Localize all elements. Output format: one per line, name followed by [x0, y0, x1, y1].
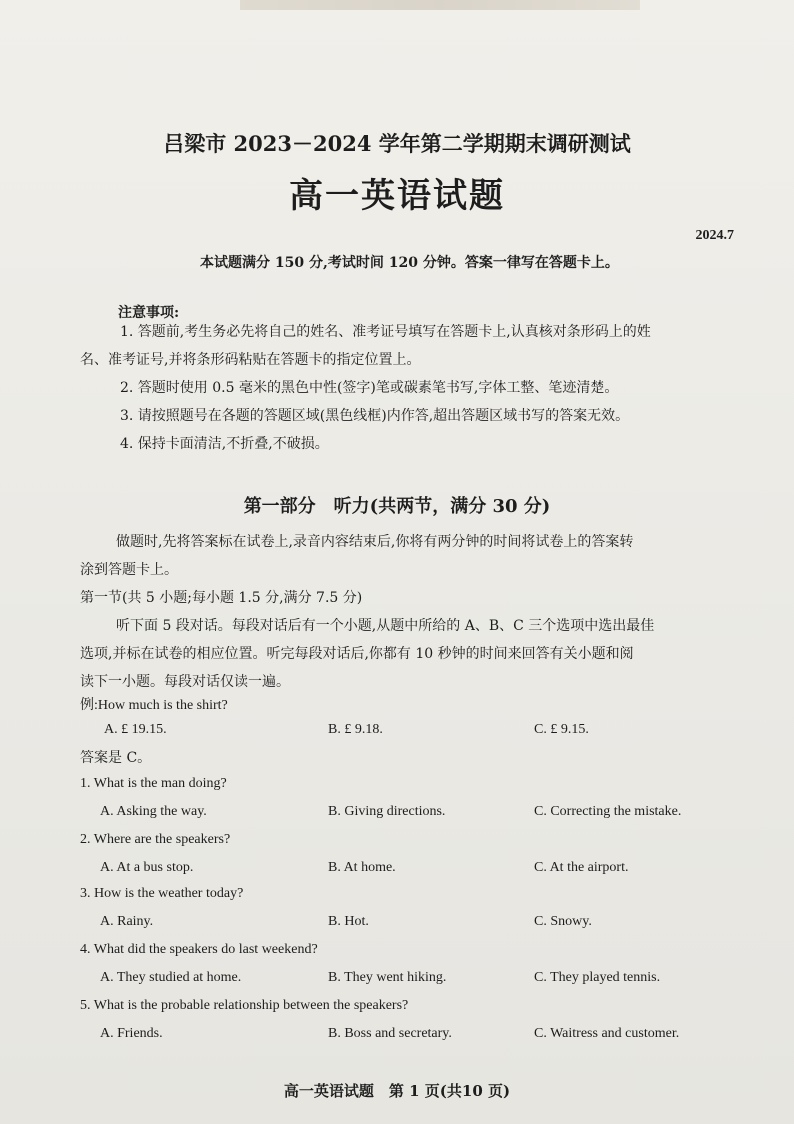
q1-option-a: A. Asking the way. — [100, 804, 207, 819]
q4-option-c: C. They played tennis. — [534, 970, 661, 985]
q1-option-c: C. Correcting the mistake. — [534, 804, 682, 819]
q5-option-a: A. Friends. — [100, 1026, 163, 1041]
q4-option-b: B. They went hiking. — [328, 970, 447, 985]
example-option-a: A. £ 19.15. — [104, 722, 167, 737]
example-question: 例:How much is the shirt? — [80, 698, 228, 713]
question-4: 4. What did the speakers do last weekend? — [80, 942, 318, 957]
section-line: 选项,并标在试卷的相应位置。听完每段对话后,你都有 10 秒钟的时间来回答有关小题和阅 — [80, 646, 634, 662]
notes-title: 注意事项: — [118, 305, 180, 321]
section-line: 听下面 5 段对话。每段对话后有一个小题,从题中所给的 A、B、C 三个选项中选出最佳 — [116, 618, 655, 634]
q3-option-b: B. Hot. — [328, 914, 369, 929]
example-option-b: B. £ 9.18. — [328, 722, 383, 737]
question-5: 5. What is the probable relationship between the speakers? — [80, 998, 409, 1013]
paper-edge-shadow — [240, 0, 640, 10]
q2-option-a: A. At a bus stop. — [100, 860, 194, 875]
section-line: 读下一小题。每段对话仅读一遍。 — [80, 674, 290, 690]
exam-subject: 高一英语试题 — [289, 176, 505, 216]
instruction-line: 做题时,先将答案标在试卷上,录音内容结束后,你将有两分钟的时间将试卷上的答案转 — [116, 534, 634, 550]
exam-intro: 本试题满分 150 分,考试时间 120 分钟。答案一律写在答题卡上。 — [200, 255, 619, 271]
section-title: 第一节(共 5 小题;每小题 1.5 分,满分 7.5 分) — [80, 590, 363, 606]
question-3: 3. How is the weather today? — [80, 886, 244, 901]
q2-option-c: C. At the airport. — [534, 860, 629, 875]
question-1: 1. What is the man doing? — [80, 776, 227, 791]
q3-option-a: A. Rainy. — [100, 914, 154, 929]
notes-list — [80, 318, 740, 458]
q1-option-b: B. Giving directions. — [328, 804, 446, 819]
page-footer: 高一英语试题 第 1 页(共10 页) — [283, 1082, 511, 1100]
q5-option-c: C. Waitress and customer. — [534, 1026, 680, 1041]
exam-date: 2024.7 — [695, 228, 734, 243]
q2-option-b: B. At home. — [328, 860, 396, 875]
note-item: 4. 保持卡面清洁,不折叠,不破损。 — [120, 436, 329, 452]
instruction-line: 涂到答题卡上。 — [80, 562, 178, 578]
q3-option-c: C. Snowy. — [534, 914, 592, 929]
note-item: 1. 答题前,考生务必先将自己的姓名、准考证号填写在答题卡上,认真核对条形码上的姓 — [120, 324, 651, 340]
example-answer: 答案是 C。 — [80, 750, 152, 766]
note-item: 3. 请按照题号在各题的答题区域(黑色线框)内作答,超出答题区域书写的答案无效。 — [120, 408, 630, 424]
note-item: 2. 答题时使用 0.5 毫米的黑色中性(签字)笔或碳素笔书写,字体工整、笔迹清楚。 — [120, 380, 619, 396]
exam-title: 吕梁市 2023－2024 学年第二学期期末调研测试 — [163, 131, 631, 156]
part1-instructions — [80, 528, 740, 696]
example-option-c: C. £ 9.15. — [534, 722, 589, 737]
q5-option-b: B. Boss and secretary. — [328, 1026, 452, 1041]
note-item: 名、准考证号,并将条形码粘贴在答题卡的指定位置上。 — [80, 352, 421, 368]
q4-option-a: A. They studied at home. — [100, 970, 242, 985]
question-2: 2. Where are the speakers? — [80, 832, 231, 847]
part1-title: 第一部分 听力(共两节，满分 30 分) — [243, 496, 551, 517]
